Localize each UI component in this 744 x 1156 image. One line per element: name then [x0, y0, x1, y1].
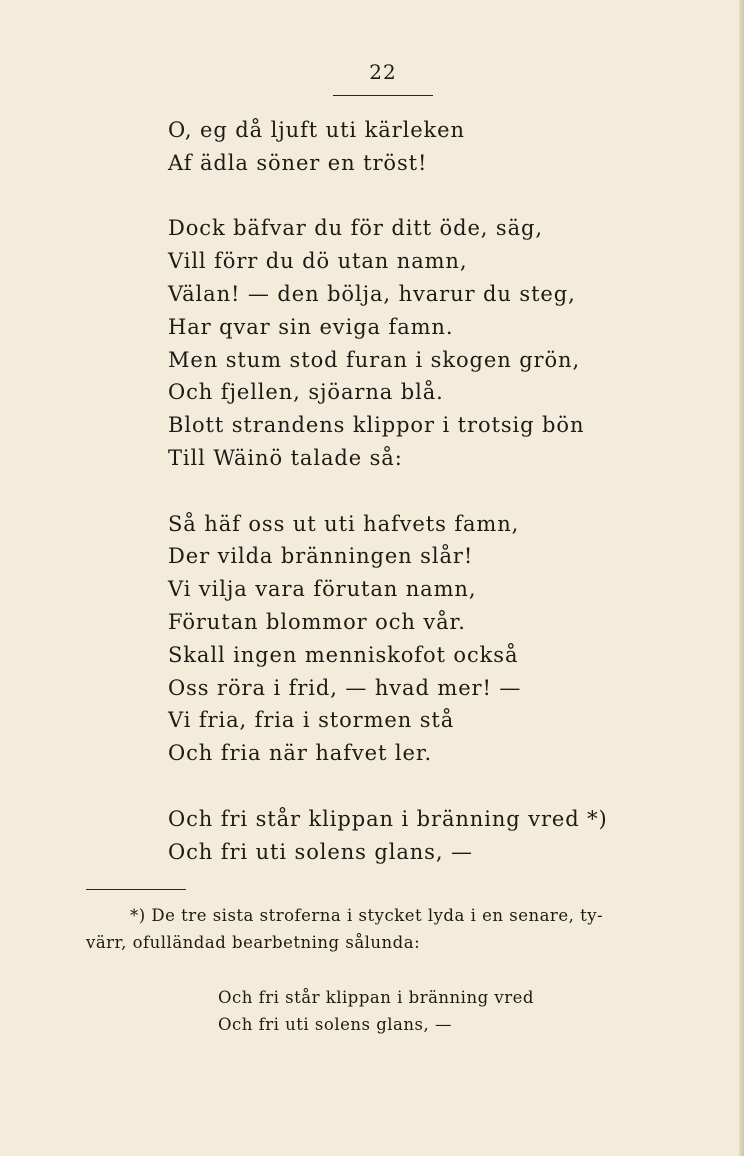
poem-line: Har qvar sin eviga famn.: [168, 314, 454, 339]
poem-line: Och fjellen, sjöarna blå.: [168, 380, 444, 405]
footnote-quote-line: Och fri uti solens glans, —: [218, 1015, 452, 1034]
footnote-rule: [86, 889, 186, 890]
poem: [168, 114, 688, 868]
poem-line: Af ädla söner en tröst!: [168, 150, 428, 175]
poem-stanza: [168, 803, 688, 869]
poem-line: Der vilda bränningen slår!: [168, 544, 474, 569]
page-edge: [739, 0, 744, 1156]
footnote-quote-line: Och fri står klippan i bränning vred: [218, 988, 534, 1007]
poem-line: Oss röra i frid, — hvad mer! —: [168, 675, 522, 700]
poem-line: Vi fria, fria i stormen stå: [168, 708, 455, 733]
poem-stanza: [168, 508, 688, 770]
footnote-line: värr, ofulländad bearbetning sålunda:: [86, 933, 421, 952]
poem-line: Och fria när hafvet ler.: [168, 741, 433, 766]
poem-line: Och fri står klippan i bränning vred *): [168, 806, 608, 831]
page-number: 22: [369, 60, 397, 84]
header-rule: [333, 95, 433, 96]
poem-line: Skall ingen menniskofot också: [168, 642, 519, 667]
poem-line: Vi vilja vara förutan namn,: [168, 577, 477, 602]
poem-line: Så häf oss ut uti hafvets famn,: [168, 511, 520, 536]
poem-line: Till Wäinö talade så:: [168, 445, 403, 470]
poem-line: Men stum stod furan i skogen grön,: [168, 347, 581, 372]
poem-line: Och fri uti solens glans, —: [168, 839, 473, 864]
poem-stanza: [168, 212, 688, 474]
poem-line: Dock bäfvar du för ditt öde, säg,: [168, 216, 543, 241]
poem-line: Välan! — den bölja, hvarur du steg,: [168, 281, 576, 306]
footnote-line: *) De tre sista stroferna i stycket lyda i en senare, ty-: [130, 906, 604, 925]
footnote: [86, 902, 686, 956]
poem-line: Blott strandens klippor i trotsig bön: [168, 413, 585, 438]
poem-line: Vill förr du dö utan namn,: [168, 249, 468, 274]
footnote-quote: [218, 984, 534, 1038]
poem-line: Förutan blommor och vår.: [168, 609, 466, 634]
poem-stanza: [168, 114, 688, 180]
poem-line: O, eg då ljuft uti kärleken: [168, 118, 465, 142]
